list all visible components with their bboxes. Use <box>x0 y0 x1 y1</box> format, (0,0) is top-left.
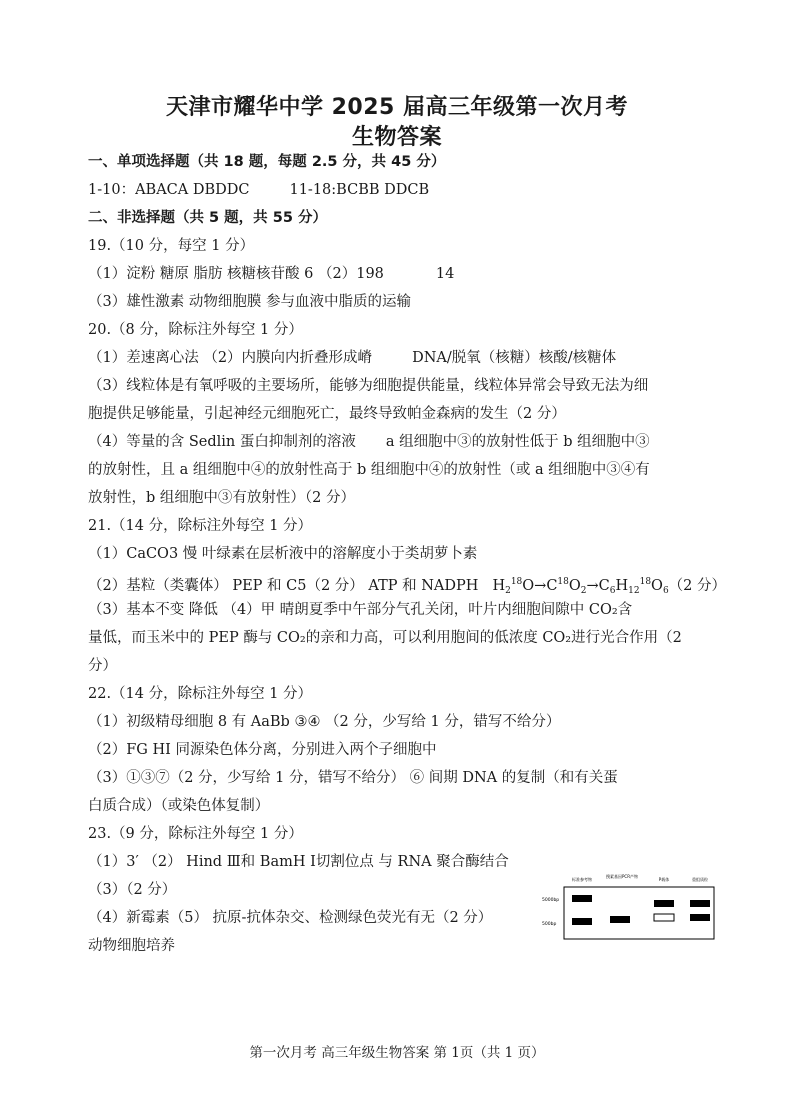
mcq-answers-11-18: 11-18:BCBB DDCB <box>289 182 430 198</box>
gel-frame <box>564 887 714 939</box>
q19-line-1a: （1）淀粉 糖原 脂肪 核糖核苷酸 6 （2）198 <box>88 266 384 282</box>
q20-line-4a: （4）等量的含 Sedlin 蛋白抑制剂的溶液 <box>88 434 356 450</box>
band-recombinant-small <box>690 914 710 921</box>
q19-line-2: （3）雄性激素 动物细胞膜 参与血液中脂质的运输 <box>88 294 411 310</box>
q21-line-2a: （2）基粒（类囊体） PEP 和 C5（2 分） ATP 和 NADPH <box>88 578 479 594</box>
q20-line-4 <box>88 432 650 452</box>
q21-header: 21.（14 分，除标注外每空 1 分） <box>88 518 313 534</box>
band-p-vector-empty <box>654 914 674 921</box>
lane-label-recombinant-plasmid: 重组质粒 <box>692 877 708 882</box>
mcq-answers-row <box>88 180 429 200</box>
band-recombinant-large <box>690 900 710 907</box>
q20-line-6: 放射性，b 组细胞中③有放射性）（2 分） <box>88 490 355 506</box>
q22-header: 22.（14 分，除标注外每空 1 分） <box>88 686 313 702</box>
q20-line-2: （3）线粒体是有氧呼吸的主要场所，能够为细胞提供能量，线粒体异常会导致无法为细 <box>88 378 649 394</box>
size-label-500bp: 500bp <box>542 922 557 927</box>
gel-electrophoresis-diagram <box>542 873 720 943</box>
q23-line-3: （4）新霉素（5） 抗原-抗体杂交、检测绿色荧光有无（2 分） <box>88 910 493 926</box>
q21-line-3: （3）基本不变 降低 （4）甲 晴朗夏季中午部分气孔关闭，叶片内细胞间隙中 CO₂含 <box>88 602 633 618</box>
isotope-equation: $H_2^{18}O\to C^{18}O_2\to C_6H_{12}^{18}O_6$ <box>492 577 669 596</box>
lane-label-p-vector: P载体 <box>658 877 670 882</box>
q20-line-1b: DNA/脱氧（核糖）核酸/核糖体 <box>412 350 617 366</box>
lane-label-pcr-product: 搜素基因PCR产物 <box>606 874 638 879</box>
mcq-answers-1-10: 1-10：ABACA DBDDC <box>88 182 250 198</box>
q23-header: 23.（9 分，除标注外每空 1 分） <box>88 826 303 842</box>
q20-line-3: 胞提供足够能量，引起神经元细胞死亡，最终导致帕金森病的发生（2 分） <box>88 406 566 422</box>
q22-line-4: 白质合成）（或染色体复制） <box>88 798 270 814</box>
q21-line-2: （2）基粒（类囊体） PEP 和 C5（2 分） ATP 和 NADPH $H_2^{18}O\to C^{18}O_2\to C_6H_{12}^{18}O_6(2$ 分） <box>88 577 727 596</box>
q19-line-1 <box>88 264 454 284</box>
q20-line-4b: a 组细胞中③的放射性低于 b 组细胞中③ <box>385 434 650 450</box>
q20-header: 20.（8 分，除标注外每空 1 分） <box>88 322 303 338</box>
page-title: 天津市耀华中学 2025 届高三年级第一次月考 <box>165 95 629 120</box>
q21-line-5: 分） <box>88 658 117 674</box>
q21-line-4: 量低，而玉米中的 PEP 酶与 CO₂的亲和力高，可以利用胞间的低浓度 CO₂进行光合作用（2 <box>88 630 682 646</box>
page-subtitle: 生物答案 <box>351 125 442 150</box>
section2-heading: 二、非选择题（共 5 题，共 55 分） <box>88 210 327 226</box>
q21-line-1: （1）CaCO3 慢 叶绿素在层析液中的溶解度小于类胡萝卜素 <box>88 546 478 562</box>
q20-line-1 <box>88 348 616 368</box>
q19-header: 19.（10 分，每空 1 分） <box>88 238 255 254</box>
q22-line-3: （3）①③⑦（2 分，少写给 1 分，错写不给分） ⑥ 间期 DNA 的复制（和有关蛋 <box>88 770 618 786</box>
q20-line-5: 的放射性，且 a 组细胞中④的放射性高于 b 组细胞中④的放射性（或 a 组细胞中③④有 <box>88 462 650 478</box>
q23-line-4: 动物细胞培养 <box>88 938 175 954</box>
q23-line-2: （3）（2 分） <box>88 882 177 898</box>
q20-line-1a: （1）差速离心法 （2）内膜向内折叠形成嵴 <box>88 350 373 366</box>
section1-heading: 一、单项选择题（共 18 题，每题 2.5 分，共 45 分） <box>88 154 446 170</box>
band-marker-5000 <box>572 895 592 902</box>
q22-line-1: （1）初级精母细胞 8 有 AaBb ③④ （2 分，少写给 1 分，错写不给分） <box>88 714 561 730</box>
page-footer: 第一次月考 高三年级生物答案 第 1页（共 1 页） <box>249 1045 545 1061</box>
q23-line-1: （1）3′ （2） Hind Ⅲ和 BamH Ⅰ切割位点 与 RNA 聚合酶结合 <box>88 854 509 870</box>
band-pcr-product <box>610 916 630 923</box>
q19-line-1b: 14 <box>435 266 455 282</box>
band-p-vector-large <box>654 900 674 907</box>
q22-line-2: （2）FG HI 同源染色体分离，分别进入两个子细胞中 <box>88 742 437 758</box>
band-marker-500 <box>572 918 592 925</box>
size-label-5000bp: 5000bp <box>542 898 560 903</box>
lane-label-marker: 标准参考物 <box>572 877 592 882</box>
